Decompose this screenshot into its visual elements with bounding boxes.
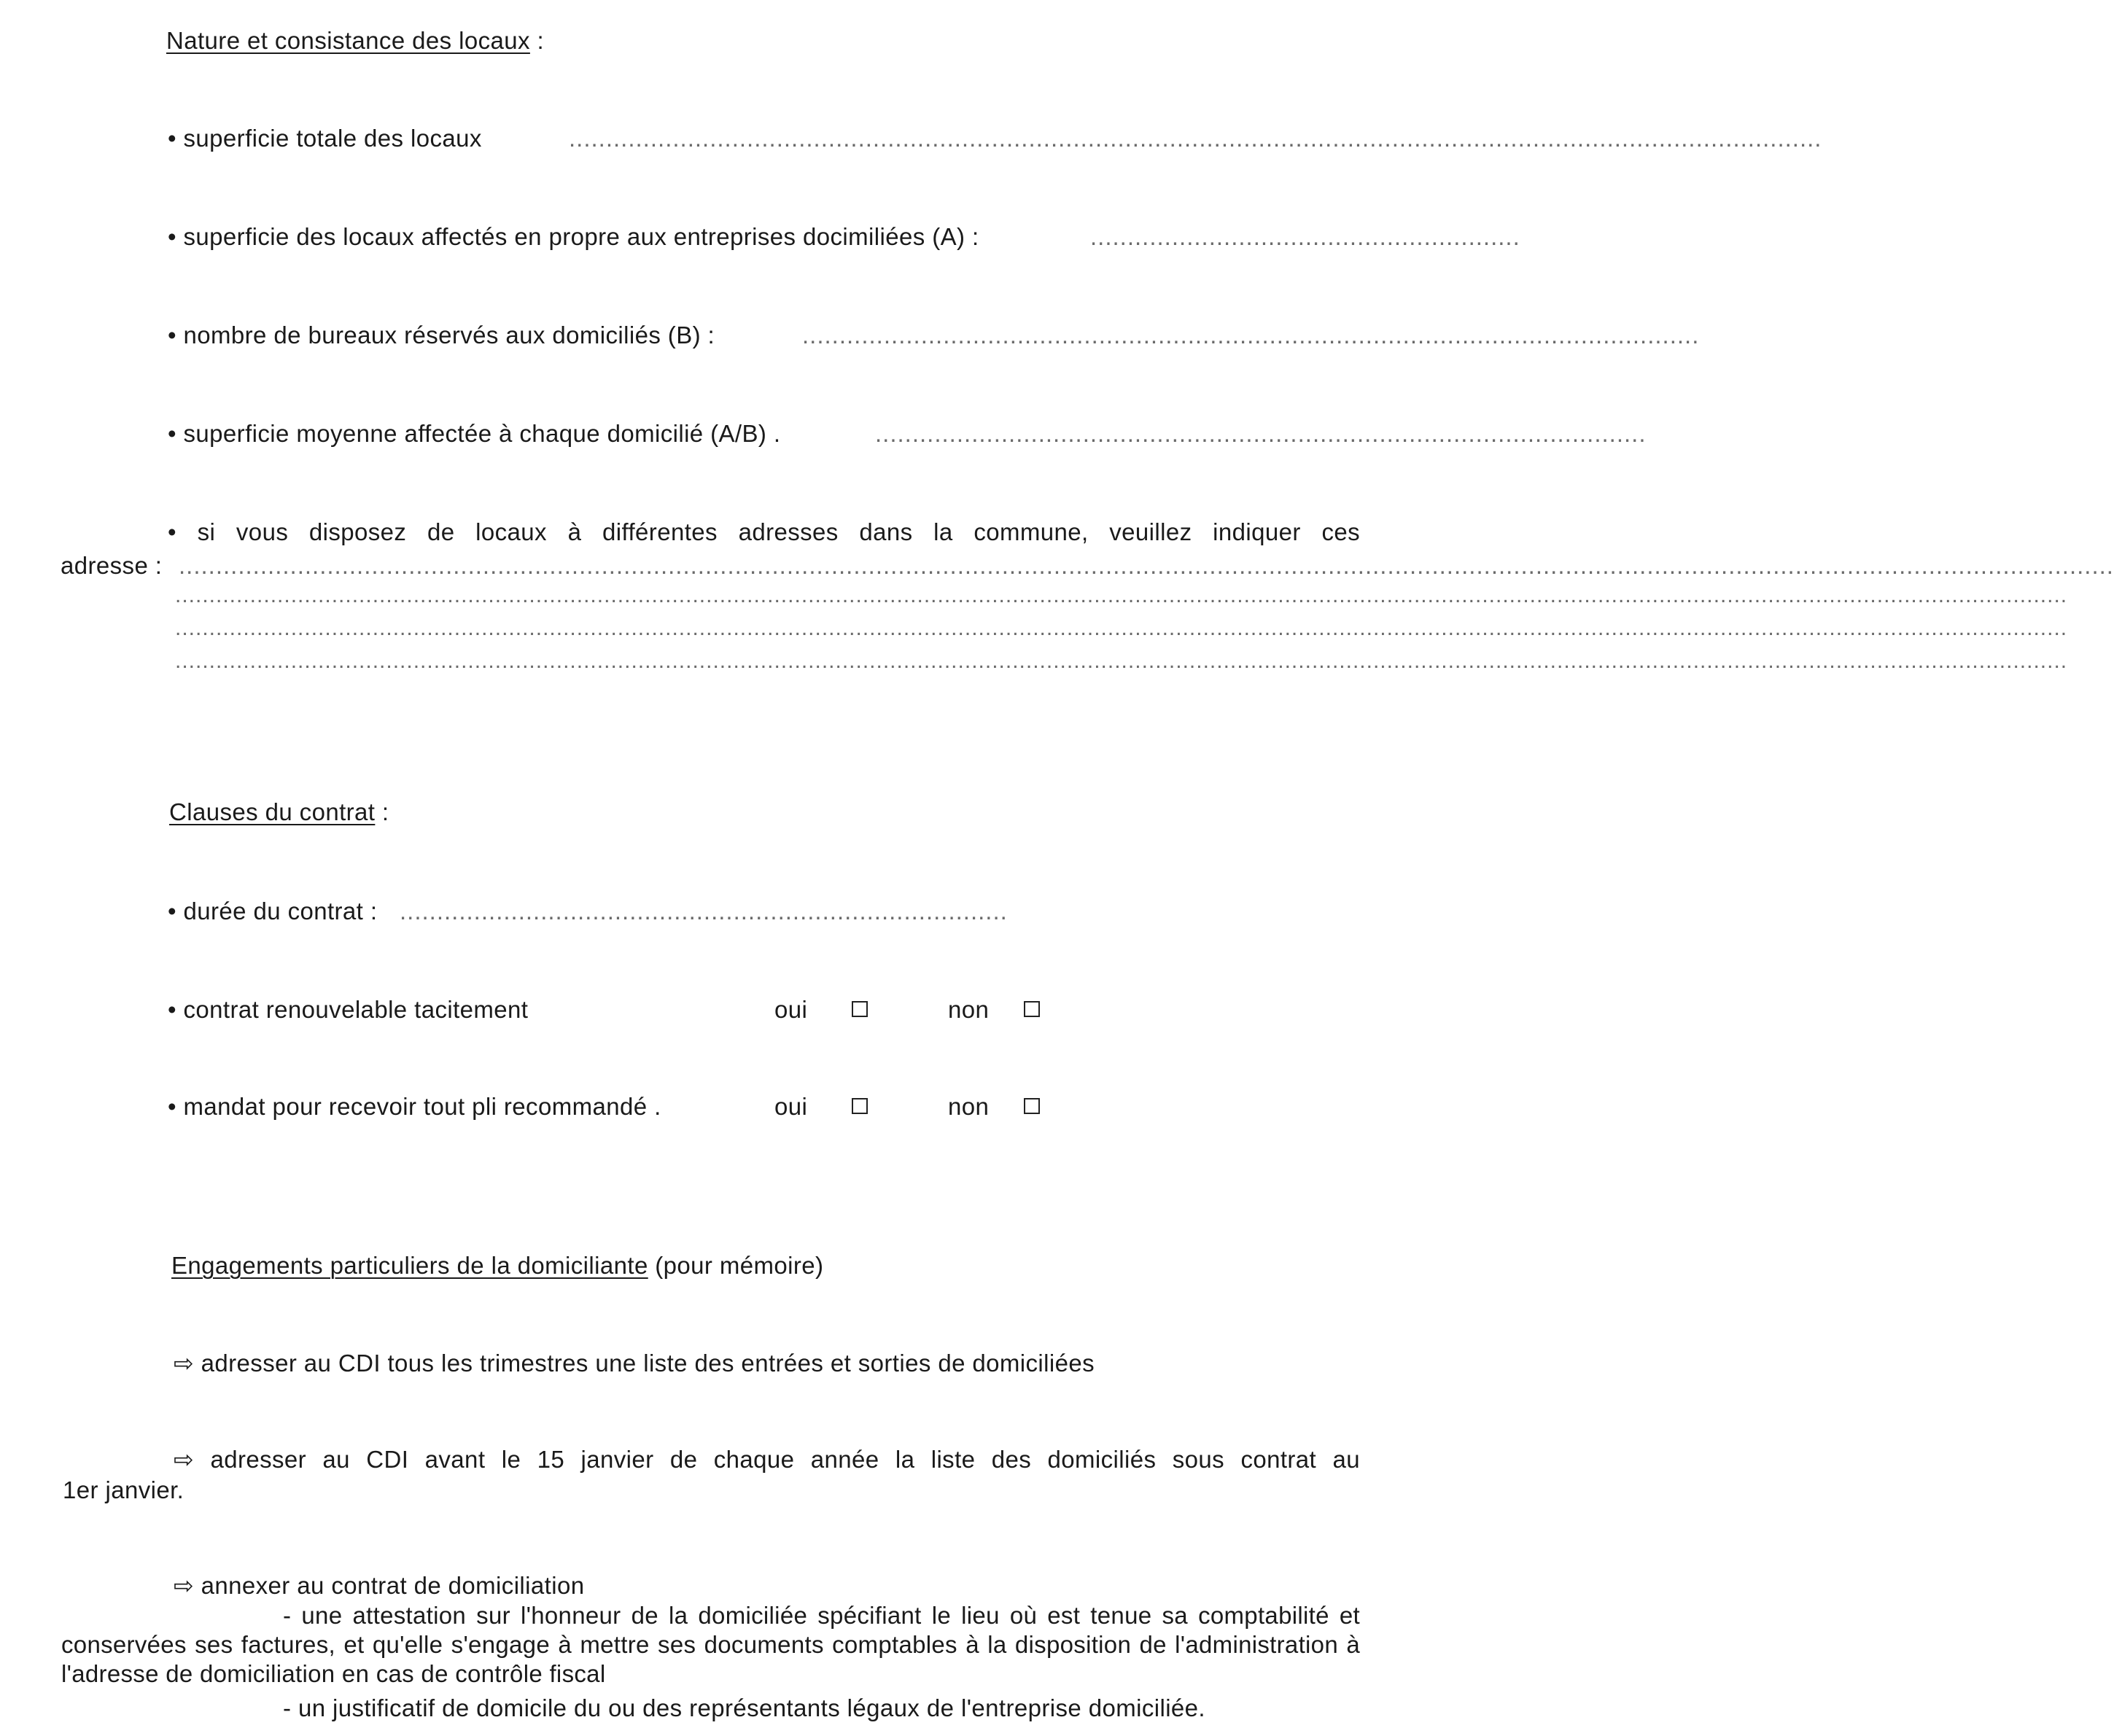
arrow-right-icon: ⇨ (174, 1572, 195, 1599)
mandat-non-checkbox[interactable] (1024, 1098, 1040, 1114)
engagement-trimestres-text: adresser au CDI tous les trimestres une liste des entrées et sorties de domiciliées (201, 1350, 1095, 1377)
item-duree-contrat: • durée du contrat : (168, 898, 378, 925)
engagement-janvier-text: adresser au CDI avant le 15 janvier de chaque année la liste des domiciliés sous contrat au (210, 1446, 1360, 1473)
mandat-oui-checkbox[interactable] (852, 1098, 868, 1114)
renouvelable-oui-checkbox[interactable] (852, 1001, 868, 1017)
engagement-janvier (174, 1445, 1360, 1474)
heading-engagements-text: Engagements particuliers de la domiciliante (171, 1252, 648, 1279)
mandat-non-label: non (948, 1093, 990, 1120)
engagement-annexer (174, 1571, 584, 1600)
fill-line-adresse-1: ..................................................................................................................................................................................................................................................................... (179, 552, 2114, 579)
fill-line-superficie-totale: ......................................................................................................................................................................... (569, 125, 1822, 152)
heading-contrat-suffix: : (375, 798, 389, 825)
arrow-right-icon: ⇨ (174, 1446, 195, 1473)
item-superficie-moyenne: • superficie moyenne affectée à chaque domicilié (A/B) . (168, 420, 781, 447)
fill-line-adresse-4: ...................................................................................................................................................................................................................................................................................... (175, 649, 2068, 673)
fill-line-superficie-affectes: .......................................................... (1090, 223, 1520, 250)
heading-contrat-text: Clauses du contrat (169, 798, 376, 825)
renouvelable-non-label: non (948, 996, 990, 1023)
item-superficie-totale: • superficie totale des locaux (168, 125, 482, 152)
engagement-annexer-text: annexer au contrat de domiciliation (201, 1572, 585, 1599)
item-mandat-pli: • mandat pour recevoir tout pli recommandé . (168, 1093, 661, 1120)
fill-line-adresse-2: ...................................................................................................................................................................................................................................................................................... (175, 583, 2068, 607)
renouvelable-non-checkbox[interactable] (1024, 1001, 1040, 1017)
arrow-right-icon: ⇨ (174, 1350, 195, 1377)
item-adresse-label: adresse : (61, 552, 163, 579)
engagement-trimestres (174, 1349, 1095, 1378)
fill-line-duree: .................................................................................. (400, 898, 1008, 925)
fill-line-adresse-3: ...................................................................................................................................................................................................................................................................................... (175, 616, 2068, 640)
fill-line-nombre-bureaux: ......................................................................................................................... (802, 322, 1700, 349)
item-nombre-bureaux: • nombre de bureaux réservés aux domiciliés (B) : (168, 322, 715, 349)
item-superficie-locaux-affectes: • superficie des locaux affectés en propre aux entreprises docimiliées (A) : (168, 223, 979, 250)
item-contrat-renouvelable: • contrat renouvelable tacitement (168, 996, 529, 1023)
engagement-attestation: - une attestation sur l'honneur de la domiciliée spécifiant le lieu où est tenue sa comptabilité et conservées ses factures, et qu'elle s'engage à mettre ses documents comptables à la disposition de l'administration à l'adresse de domiciliation en cas de contrôle fiscal (61, 1602, 1360, 1687)
renouvelable-oui-label: oui (774, 996, 808, 1023)
fill-line-superficie-moyenne: ........................................................................................................ (875, 420, 1647, 447)
heading-engagements-suffix: (pour mémoire) (648, 1252, 824, 1279)
section-heading-locaux (166, 26, 544, 55)
heading-locaux-text: Nature et consistance des locaux (166, 27, 530, 54)
section-heading-contrat (169, 798, 389, 827)
section-heading-engagements (171, 1251, 823, 1280)
engagement-janvier-line2: 1er janvier. (63, 1476, 184, 1503)
heading-locaux-suffix: : (529, 27, 545, 54)
engagement-justificatif: - un justificatif de domicile du ou des représentants légaux de l'entreprise domiciliée. (283, 1694, 1205, 1721)
mandat-oui-label: oui (774, 1093, 808, 1120)
item-differentes-adresses: • si vous disposez de locaux à différentes adresses dans la commune, veuillez indiquer ces (168, 518, 1360, 545)
